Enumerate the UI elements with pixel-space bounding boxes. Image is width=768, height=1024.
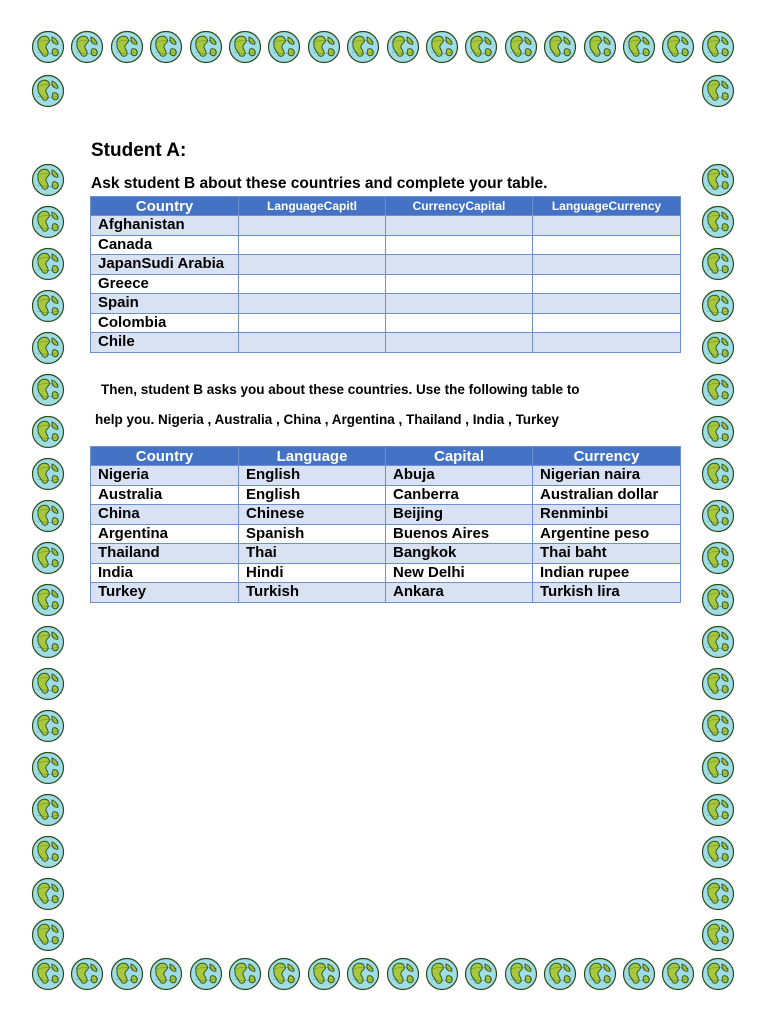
answer-cell[interactable] bbox=[386, 333, 533, 353]
table-row bbox=[91, 583, 681, 603]
capital-cell: Abuja bbox=[386, 466, 533, 486]
globe-icon bbox=[504, 30, 538, 64]
capital-cell: Buenos Aires bbox=[386, 524, 533, 544]
country-cell: Argentina bbox=[91, 524, 239, 544]
globe-icon bbox=[701, 835, 735, 869]
currency-cell: Renminbi bbox=[533, 505, 681, 525]
table-header-row bbox=[91, 197, 681, 216]
language-cell: Hindi bbox=[239, 563, 386, 583]
globe-icon bbox=[31, 583, 65, 617]
answer-cell[interactable] bbox=[533, 235, 681, 255]
globe-icon bbox=[701, 74, 735, 108]
answer-cell[interactable] bbox=[386, 216, 533, 236]
language-cell: Turkish bbox=[239, 583, 386, 603]
country-cell: China bbox=[91, 505, 239, 525]
country-reference-table bbox=[90, 446, 681, 603]
country-cell: Colombia bbox=[91, 313, 239, 333]
answer-cell[interactable] bbox=[533, 333, 681, 353]
globe-icon bbox=[110, 30, 144, 64]
globe-icon bbox=[31, 205, 65, 239]
page-heading: Student A: bbox=[91, 140, 187, 161]
globe-icon bbox=[583, 30, 617, 64]
country-cell: Greece bbox=[91, 274, 239, 294]
capital-cell: Canberra bbox=[386, 485, 533, 505]
answer-cell[interactable] bbox=[386, 313, 533, 333]
globe-icon bbox=[701, 957, 735, 991]
capital-cell: Ankara bbox=[386, 583, 533, 603]
instruction-ask-student-b: Ask student B about these countries and complete your table. bbox=[91, 175, 548, 192]
country-cell: Afghanistan bbox=[91, 216, 239, 236]
answer-cell[interactable] bbox=[239, 216, 386, 236]
column-header: Country bbox=[91, 197, 239, 216]
answer-cell[interactable] bbox=[239, 294, 386, 314]
globe-icon bbox=[189, 30, 223, 64]
column-header: Currency bbox=[533, 447, 681, 466]
column-header: Capital bbox=[386, 447, 533, 466]
table-row bbox=[91, 505, 681, 525]
answer-cell[interactable] bbox=[533, 294, 681, 314]
globe-icon bbox=[701, 625, 735, 659]
globe-icon bbox=[31, 289, 65, 323]
answer-cell[interactable] bbox=[386, 255, 533, 275]
answer-cell[interactable] bbox=[239, 333, 386, 353]
language-cell: Chinese bbox=[239, 505, 386, 525]
country-cell: Australia bbox=[91, 485, 239, 505]
answer-cell[interactable] bbox=[239, 235, 386, 255]
answer-cell[interactable] bbox=[386, 235, 533, 255]
globe-icon bbox=[31, 247, 65, 281]
countries-to-ask-table bbox=[90, 196, 681, 353]
currency-cell: Nigerian naira bbox=[533, 466, 681, 486]
table-row bbox=[91, 235, 681, 255]
currency-cell: Turkish lira bbox=[533, 583, 681, 603]
globe-icon bbox=[701, 30, 735, 64]
table-row bbox=[91, 333, 681, 353]
globe-icon bbox=[31, 667, 65, 701]
globe-icon bbox=[31, 877, 65, 911]
globe-icon bbox=[701, 373, 735, 407]
language-cell: English bbox=[239, 485, 386, 505]
globe-icon bbox=[31, 30, 65, 64]
globe-icon bbox=[31, 499, 65, 533]
globe-icon bbox=[31, 751, 65, 785]
language-cell: English bbox=[239, 466, 386, 486]
globe-icon bbox=[701, 583, 735, 617]
column-header: Language bbox=[239, 447, 386, 466]
globe-icon bbox=[701, 331, 735, 365]
globe-icon bbox=[464, 957, 498, 991]
capital-cell: Bangkok bbox=[386, 544, 533, 564]
globe-icon bbox=[701, 499, 735, 533]
globe-icon bbox=[543, 957, 577, 991]
table-header-row bbox=[91, 447, 681, 466]
globe-icon bbox=[307, 957, 341, 991]
globe-icon bbox=[346, 30, 380, 64]
globe-icon bbox=[701, 541, 735, 575]
globe-icon bbox=[149, 30, 183, 64]
table-row bbox=[91, 255, 681, 275]
instruction-country-list: help you. Nigeria , Australia , China , Argentina , Thailand , India , Turkey bbox=[95, 412, 559, 427]
language-cell: Thai bbox=[239, 544, 386, 564]
globe-icon bbox=[267, 957, 301, 991]
globe-icon bbox=[622, 30, 656, 64]
globe-icon bbox=[31, 957, 65, 991]
globe-icon bbox=[189, 957, 223, 991]
country-cell: Nigeria bbox=[91, 466, 239, 486]
globe-icon bbox=[701, 918, 735, 952]
globe-icon bbox=[701, 709, 735, 743]
answer-cell[interactable] bbox=[533, 255, 681, 275]
globe-icon bbox=[701, 163, 735, 197]
globe-icon bbox=[228, 30, 262, 64]
column-header: Country bbox=[91, 447, 239, 466]
table-row bbox=[91, 274, 681, 294]
globe-icon bbox=[31, 625, 65, 659]
globe-icon bbox=[661, 957, 695, 991]
currency-cell: Australian dollar bbox=[533, 485, 681, 505]
globe-icon bbox=[701, 877, 735, 911]
globe-icon bbox=[70, 957, 104, 991]
globe-icon bbox=[622, 957, 656, 991]
globe-icon bbox=[701, 793, 735, 827]
globe-icon bbox=[701, 289, 735, 323]
table-row bbox=[91, 563, 681, 583]
answer-cell[interactable] bbox=[239, 274, 386, 294]
globe-icon bbox=[661, 30, 695, 64]
answer-cell[interactable] bbox=[239, 255, 386, 275]
language-cell: Spanish bbox=[239, 524, 386, 544]
globe-icon bbox=[346, 957, 380, 991]
capital-cell: Beijing bbox=[386, 505, 533, 525]
globe-icon bbox=[31, 163, 65, 197]
globe-icon bbox=[425, 957, 459, 991]
globe-icon bbox=[307, 30, 341, 64]
globe-icon bbox=[31, 709, 65, 743]
table-row bbox=[91, 466, 681, 486]
answer-cell[interactable] bbox=[533, 313, 681, 333]
globe-icon bbox=[110, 957, 144, 991]
globe-icon bbox=[386, 30, 420, 64]
globe-icon bbox=[31, 373, 65, 407]
globe-icon bbox=[149, 957, 183, 991]
country-cell: Spain bbox=[91, 294, 239, 314]
answer-cell[interactable] bbox=[386, 274, 533, 294]
table-row bbox=[91, 544, 681, 564]
globe-icon bbox=[701, 457, 735, 491]
table-row bbox=[91, 485, 681, 505]
globe-icon bbox=[504, 957, 538, 991]
table-row bbox=[91, 313, 681, 333]
globe-icon bbox=[267, 30, 301, 64]
country-cell: India bbox=[91, 563, 239, 583]
column-header: LanguageCurrency bbox=[533, 197, 681, 216]
currency-cell: Thai baht bbox=[533, 544, 681, 564]
globe-icon bbox=[31, 415, 65, 449]
globe-icon bbox=[31, 793, 65, 827]
globe-icon bbox=[583, 957, 617, 991]
globe-icon bbox=[70, 30, 104, 64]
globe-icon bbox=[31, 74, 65, 108]
country-cell: JapanSudi Arabia bbox=[91, 255, 239, 275]
table-row bbox=[91, 524, 681, 544]
globe-icon bbox=[701, 667, 735, 701]
table-row bbox=[91, 216, 681, 236]
globe-icon bbox=[701, 205, 735, 239]
globe-icon bbox=[386, 957, 420, 991]
instruction-student-b-asks: Then, student B asks you about these countries. Use the following table to bbox=[101, 382, 580, 397]
answer-cell[interactable] bbox=[386, 294, 533, 314]
globe-icon bbox=[31, 331, 65, 365]
answer-cell[interactable] bbox=[239, 313, 386, 333]
column-header: CurrencyCapital bbox=[386, 197, 533, 216]
globe-icon bbox=[543, 30, 577, 64]
column-header: LanguageCapitl bbox=[239, 197, 386, 216]
globe-icon bbox=[425, 30, 459, 64]
globe-icon bbox=[464, 30, 498, 64]
globe-icon bbox=[701, 415, 735, 449]
country-cell: Canada bbox=[91, 235, 239, 255]
globe-icon bbox=[701, 751, 735, 785]
capital-cell: New Delhi bbox=[386, 563, 533, 583]
globe-icon bbox=[701, 247, 735, 281]
currency-cell: Indian rupee bbox=[533, 563, 681, 583]
globe-icon bbox=[31, 541, 65, 575]
answer-cell[interactable] bbox=[533, 274, 681, 294]
country-cell: Chile bbox=[91, 333, 239, 353]
globe-icon bbox=[31, 918, 65, 952]
globe-icon bbox=[31, 457, 65, 491]
currency-cell: Argentine peso bbox=[533, 524, 681, 544]
globe-icon bbox=[31, 835, 65, 869]
globe-icon bbox=[228, 957, 262, 991]
table-row bbox=[91, 294, 681, 314]
country-cell: Thailand bbox=[91, 544, 239, 564]
country-cell: Turkey bbox=[91, 583, 239, 603]
answer-cell[interactable] bbox=[533, 216, 681, 236]
